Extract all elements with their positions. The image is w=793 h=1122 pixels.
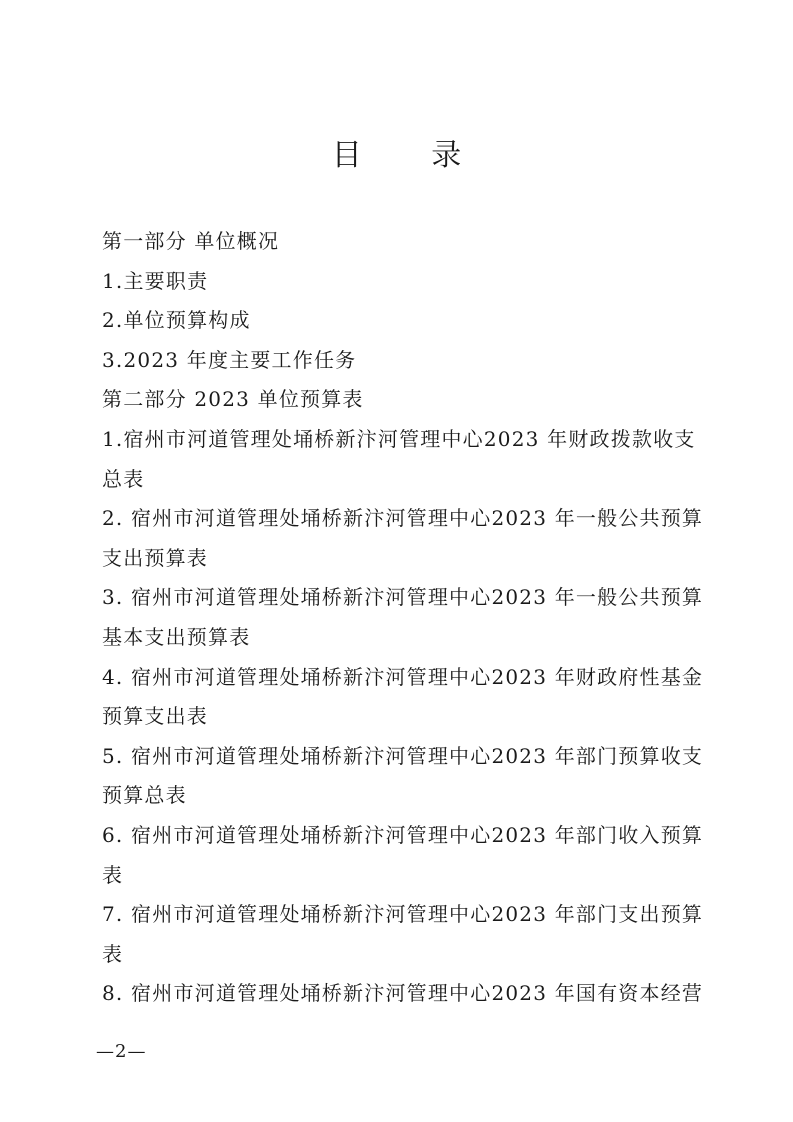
toc-entry: 5. 宿州市河道管理处埇桥新汴河管理中心2023 年部门预算收支 (102, 743, 704, 768)
toc-entry-continuation: 总表 (102, 466, 145, 491)
table-of-contents (102, 222, 702, 1014)
toc-entry: 1.主要职责 (102, 268, 209, 293)
toc-section-heading: 第二部分 2023 单位预算表 (102, 387, 364, 412)
toc-entry: 7. 宿州市河道管理处埇桥新汴河管理中心2023 年部门支出预算 (102, 902, 704, 927)
page-number: —2— (96, 1041, 147, 1062)
toc-entry-continuation: 预算总表 (102, 783, 187, 808)
toc-entry-continuation: 表 (102, 862, 124, 887)
toc-entry: 6. 宿州市河道管理处埇桥新汴河管理中心2023 年部门收入预算 (102, 822, 704, 847)
toc-entry: 8. 宿州市河道管理处埇桥新汴河管理中心2023 年国有资本经营 (102, 981, 704, 1006)
page-title: 目 录 (331, 138, 492, 173)
toc-entry: 2.单位预算构成 (102, 308, 251, 333)
toc-entry: 3.2023 年度主要工作任务 (102, 347, 357, 372)
toc-entry: 1.宿州市河道管理处埇桥新汴河管理中心2023 年财政拨款收支 (102, 426, 696, 451)
toc-entry-continuation: 预算支出表 (102, 704, 208, 729)
toc-entry-continuation: 表 (102, 941, 124, 966)
toc-entry-continuation: 支出预算表 (102, 545, 208, 570)
toc-entry: 2. 宿州市河道管理处埇桥新汴河管理中心2023 年一般公共预算 (102, 506, 704, 531)
toc-entry-continuation: 基本支出预算表 (102, 624, 251, 649)
toc-entry: 3. 宿州市河道管理处埇桥新汴河管理中心2023 年一般公共预算 (102, 585, 704, 610)
toc-entry: 4. 宿州市河道管理处埇桥新汴河管理中心2023 年财政府性基金 (102, 664, 704, 689)
toc-section-heading: 第一部分 单位概况 (102, 229, 280, 253)
